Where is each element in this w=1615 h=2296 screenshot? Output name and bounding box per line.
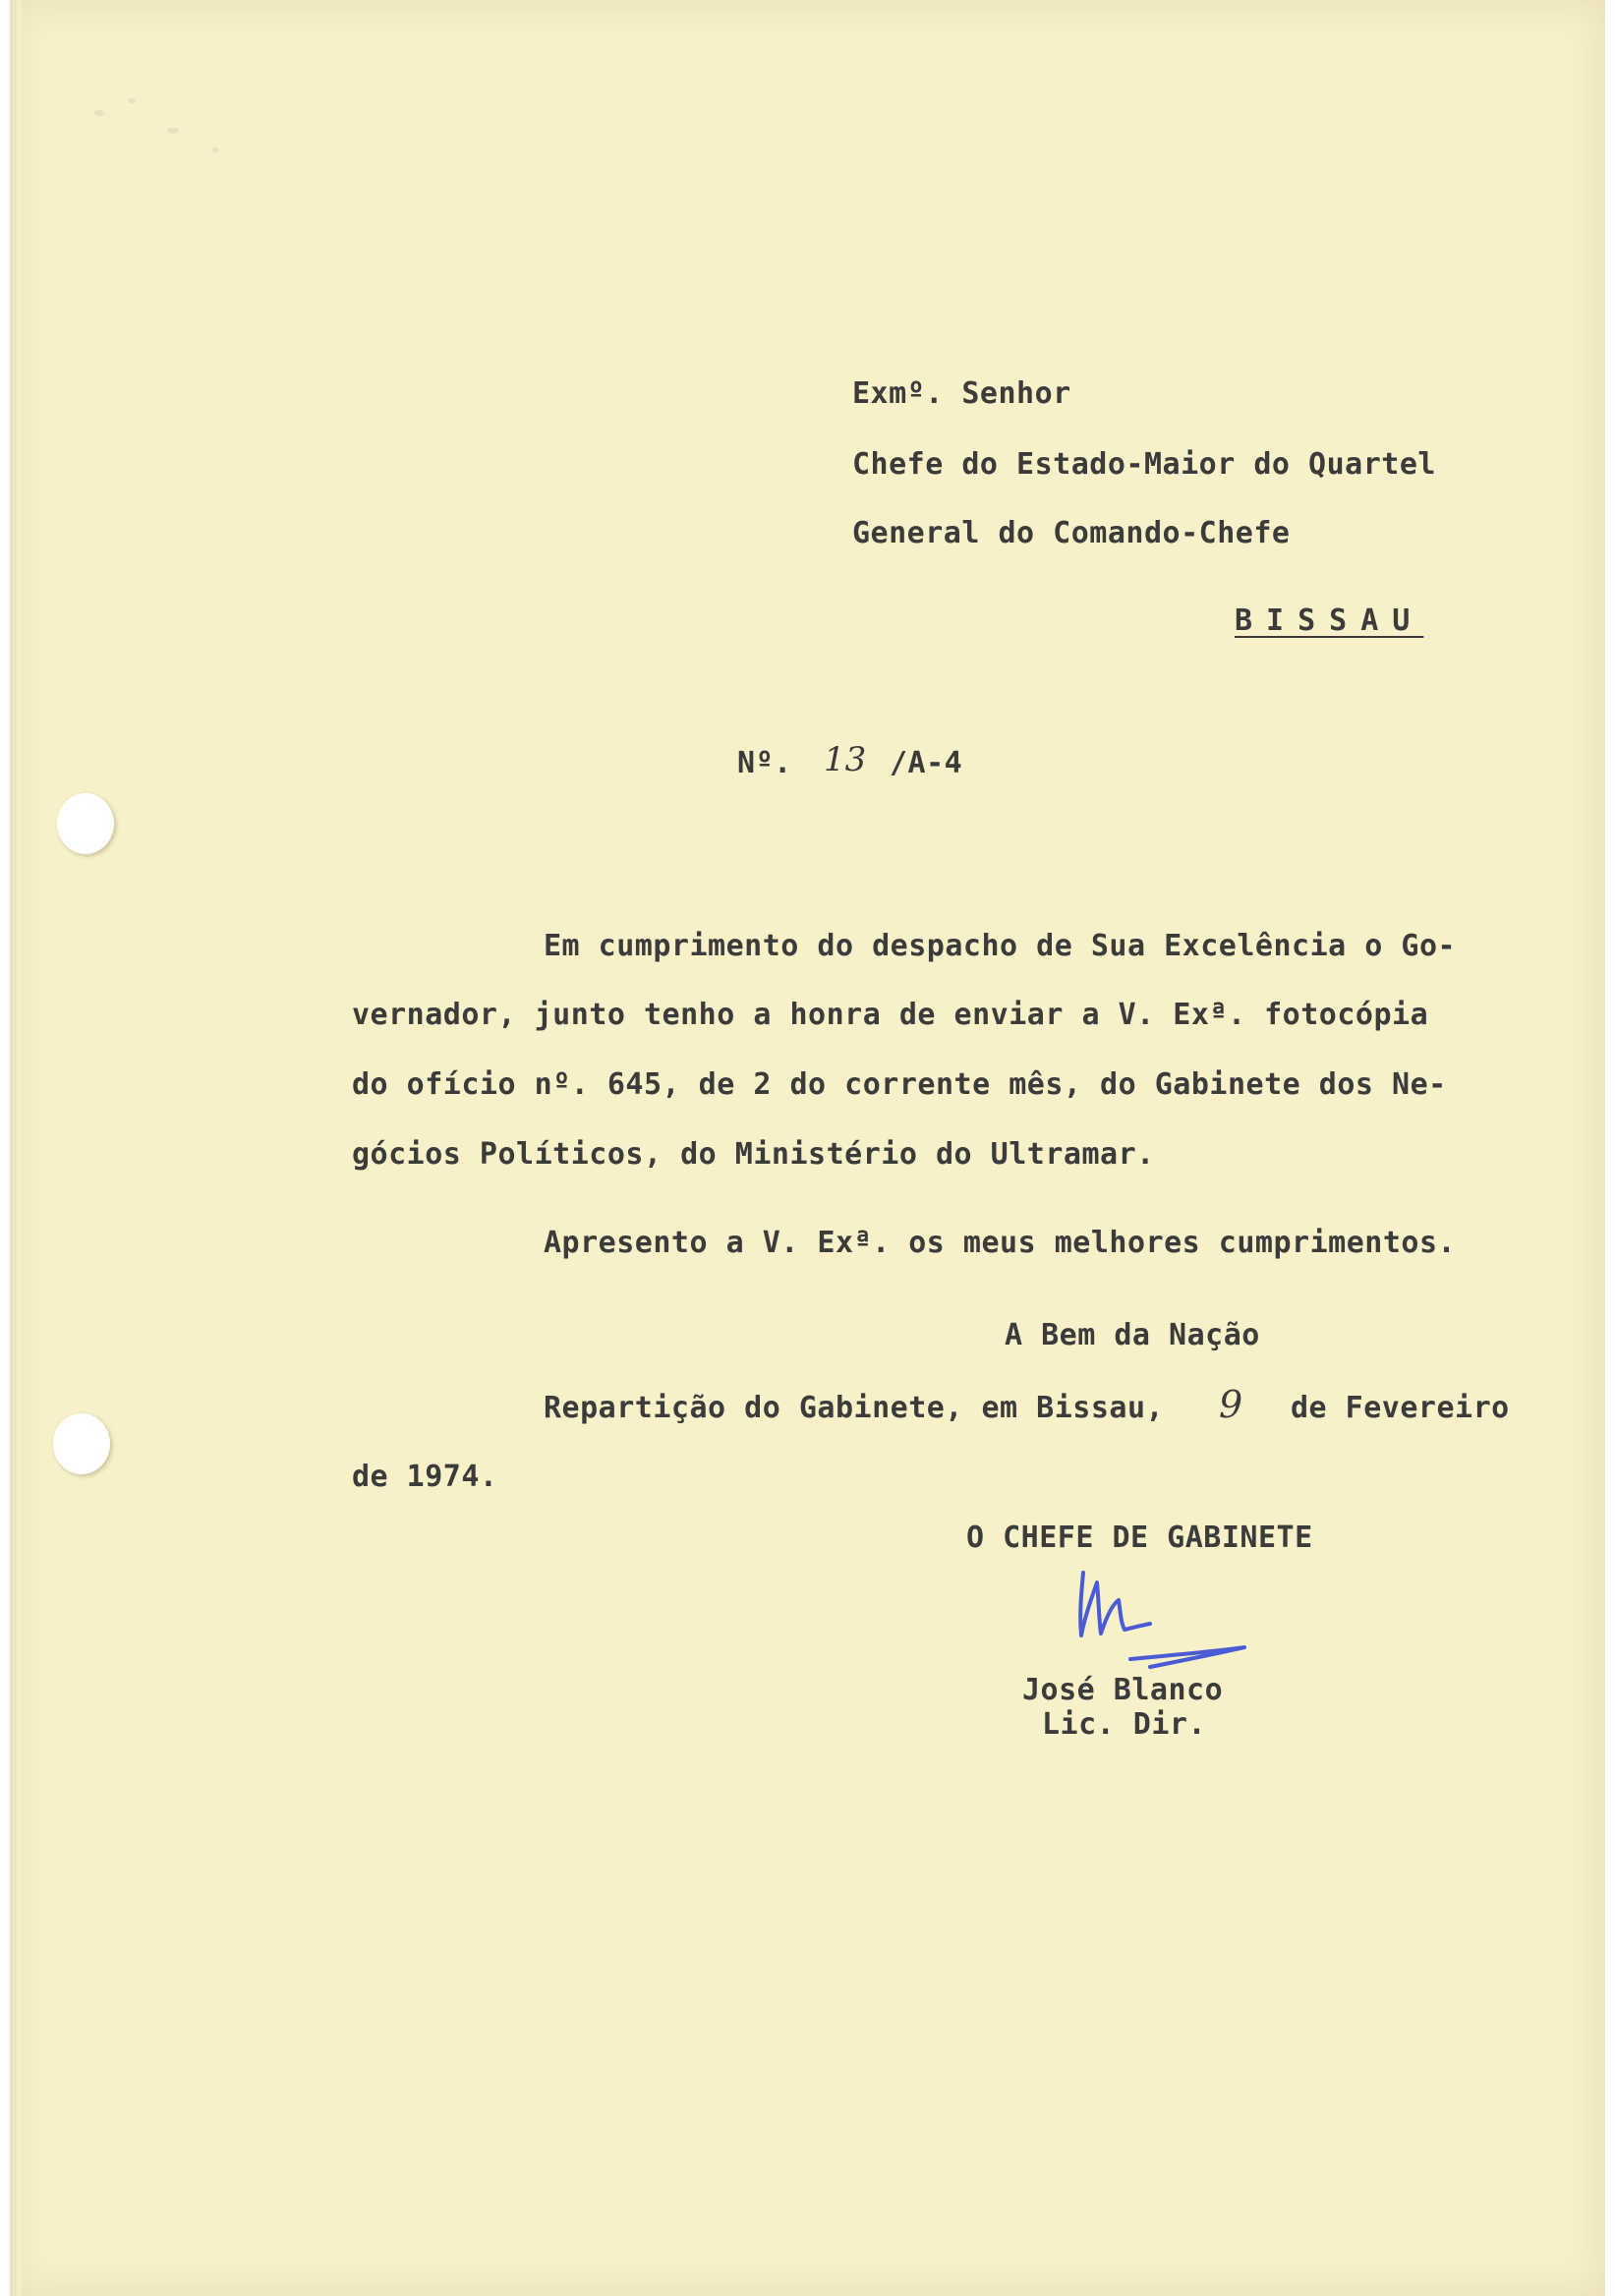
place-date-after: de Fevereiro	[1291, 1391, 1510, 1425]
paper-speck	[167, 128, 179, 134]
paper-speck	[94, 110, 104, 116]
addressee-line-2: General do Comando-Chefe	[852, 516, 1291, 550]
addressee-line-1: Chefe do Estado-Maior do Quartel	[852, 447, 1436, 482]
body-paragraph-1-line-2: vernador, junto tenho a honra de enviar a V. Exª. fotocópia	[352, 998, 1429, 1032]
signature-underline-stroke	[1130, 1647, 1244, 1667]
body-paragraph-1-line-1: Em cumprimento do despacho de Sua Excelência o Go-	[544, 929, 1457, 963]
place-date-before: Repartição do Gabinete, em Bissau,	[544, 1391, 1165, 1425]
signature-stroke	[1080, 1573, 1150, 1636]
paper-speck	[128, 98, 136, 103]
reference-prefix: Nº.	[737, 746, 792, 780]
punch-hole-bottom	[53, 1413, 110, 1474]
reference-suffix: /A-4	[890, 746, 963, 780]
paper-speck	[211, 147, 219, 152]
signatory-title: Lic. Dir.	[1042, 1707, 1207, 1742]
signatory-name: José Blanco	[1022, 1673, 1224, 1707]
body-paragraph-1-line-3: do ofício nº. 645, de 2 do corrente mês, do Gabinete dos Ne-	[352, 1067, 1447, 1102]
date-day-handwritten: 9	[1219, 1383, 1243, 1426]
punch-hole-top	[57, 793, 114, 854]
body-paragraph-1-line-4: gócios Políticos, do Ministério do Ultramar.	[352, 1137, 1155, 1172]
addressee-salutation: Exmº. Senhor	[852, 376, 1071, 411]
place-date-year: de 1974.	[352, 1460, 498, 1494]
reference-number-handwritten: 13	[824, 740, 867, 779]
addressee-city: BISSAU	[1235, 603, 1424, 638]
page-edge	[10, 0, 22, 2296]
signatory-role: O CHEFE DE GABINETE	[966, 1521, 1313, 1555]
handwritten-signature	[1071, 1565, 1258, 1683]
body-paragraph-2: Apresento a V. Exª. os meus melhores cumprimentos.	[544, 1226, 1457, 1260]
closing-formula: A Bem da Nação	[1005, 1318, 1260, 1352]
